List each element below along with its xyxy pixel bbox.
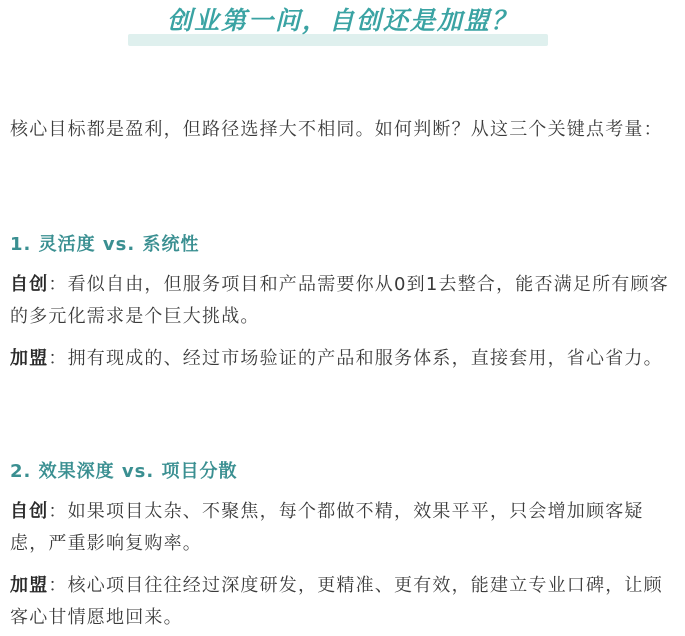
section-heading-1: 1. 灵活度 vs. 系统性 [10,234,200,255]
page-title: 创业第一问，自创还是加盟？ [166,6,518,35]
item-label: 自创 [10,501,49,522]
item-separator: ： [48,274,68,295]
item-text: 如果项目太杂、不聚焦，每个都做不精，效果平平，只会增加顾客疑虑，严重影响复购率。 [10,501,644,554]
section-1-item-2 [10,343,680,375]
section-2-item-1 [10,496,680,560]
section-2-item-2 [10,570,680,634]
intro-paragraph: 核心目标都是盈利，但路径选择大不相同。如何判断？从这三个关键点考量： [10,119,663,140]
title-block [0,0,685,56]
section-heading-2: 2. 效果深度 vs. 项目分散 [10,461,238,482]
item-separator: ： [48,501,68,522]
item-text: 核心项目往往经过深度研发，更精准、更有效，能建立专业口碑，让顾客心甘情愿地回来。 [10,575,663,628]
item-label: 加盟 [10,575,49,596]
item-text: 拥有现成的、经过市场验证的产品和服务体系，直接套用，省心省力。 [67,348,663,369]
section-1-item-1 [10,269,680,333]
item-separator: ： [48,575,68,596]
item-label: 加盟 [10,348,49,369]
item-text: 看似自由，但服务项目和产品需要你从0到1去整合，能否满足所有顾客的多元化需求是个巨大挑战。 [10,274,669,327]
item-separator: ： [48,348,68,369]
item-label: 自创 [10,274,49,295]
